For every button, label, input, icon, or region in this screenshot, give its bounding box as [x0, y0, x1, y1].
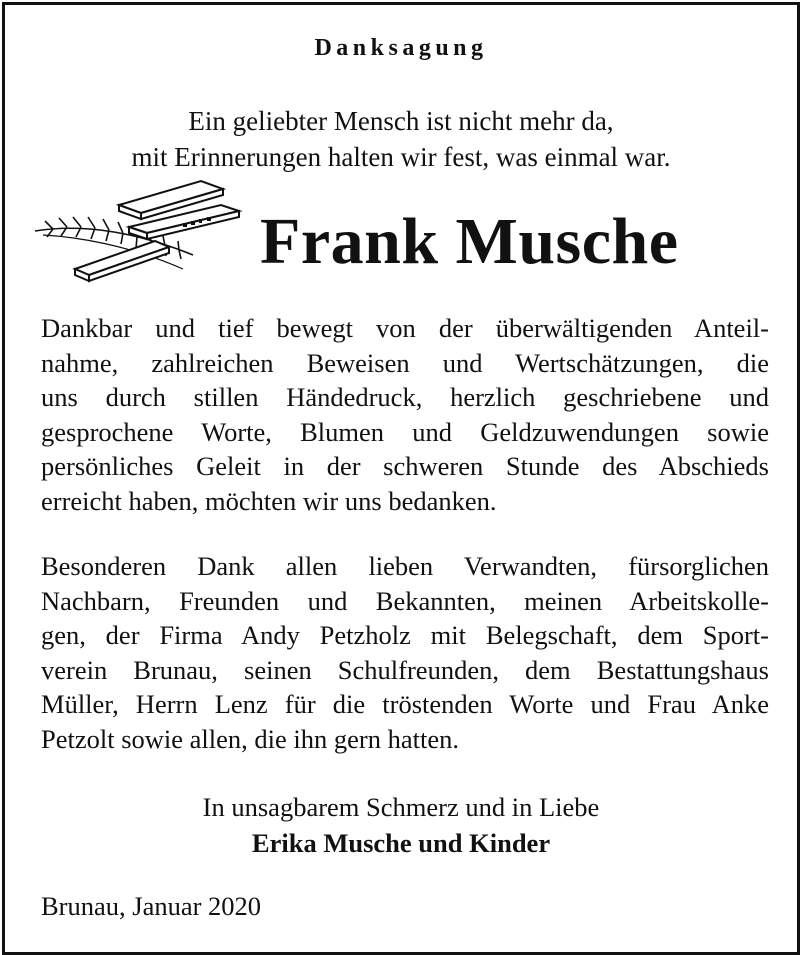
paragraph-line: Müller, Herrn Lenz für die tröstenden Worte und Frau Anke [41, 689, 769, 719]
thanks-paragraph-1 [41, 311, 769, 518]
memorial-verse [5, 103, 797, 175]
paragraph-line: verein Brunau, seinen Schulfreunden, dem Bestattungshaus [41, 654, 769, 685]
paragraph-line: erreicht haben, möchten wir uns bedanken. [41, 485, 497, 516]
notice-heading: Danksagung [314, 35, 488, 61]
closing-line: In unsagbarem Schmerz und in Liebe [202, 792, 600, 822]
paragraph-line: Besonderen Dank allen lieben Verwandten, fürsorglichen [41, 551, 769, 581]
paragraph-line: gesprochene Worte, Blumen und Geldzuwendungen sowie [41, 416, 769, 447]
place-date: Brunau, Januar 2020 [41, 891, 262, 921]
cross-with-palm-branch-icon [33, 175, 243, 287]
paragraph-line: gen, der Firma Andy Petzholz mit Belegschaft, dem Sport- [41, 620, 769, 650]
deceased-name: Frank Musche [260, 205, 679, 278]
paragraph-line: persönliches Geleit in der schweren Stunde des Abschieds [41, 451, 769, 481]
verse-line-1: Ein geliebter Mensch ist nicht mehr da, [188, 106, 614, 136]
paragraph-line: nahme, zahlreichen Beweisen und Wertschätzungen, die [41, 347, 769, 378]
verse-line-2: mit Erinnerungen halten wir fest, was einmal war. [131, 142, 671, 172]
paragraph-line: uns durch stillen Händedruck, herzlich geschriebene und [41, 382, 769, 412]
paragraph-line: Dankbar und tief bewegt von der überwältigenden Anteil- [41, 313, 769, 343]
closing-block [5, 789, 797, 861]
signature: Erika Musche und Kinder [251, 828, 551, 858]
thanks-paragraph-2 [41, 549, 769, 756]
paragraph-line: Nachbarn, Freunden und Bekannten, meinen Arbeitskolle- [41, 585, 769, 616]
paragraph-line: Petzolt sowie allen, die ihn gern hatten. [41, 723, 459, 754]
notice-frame [2, 2, 800, 955]
